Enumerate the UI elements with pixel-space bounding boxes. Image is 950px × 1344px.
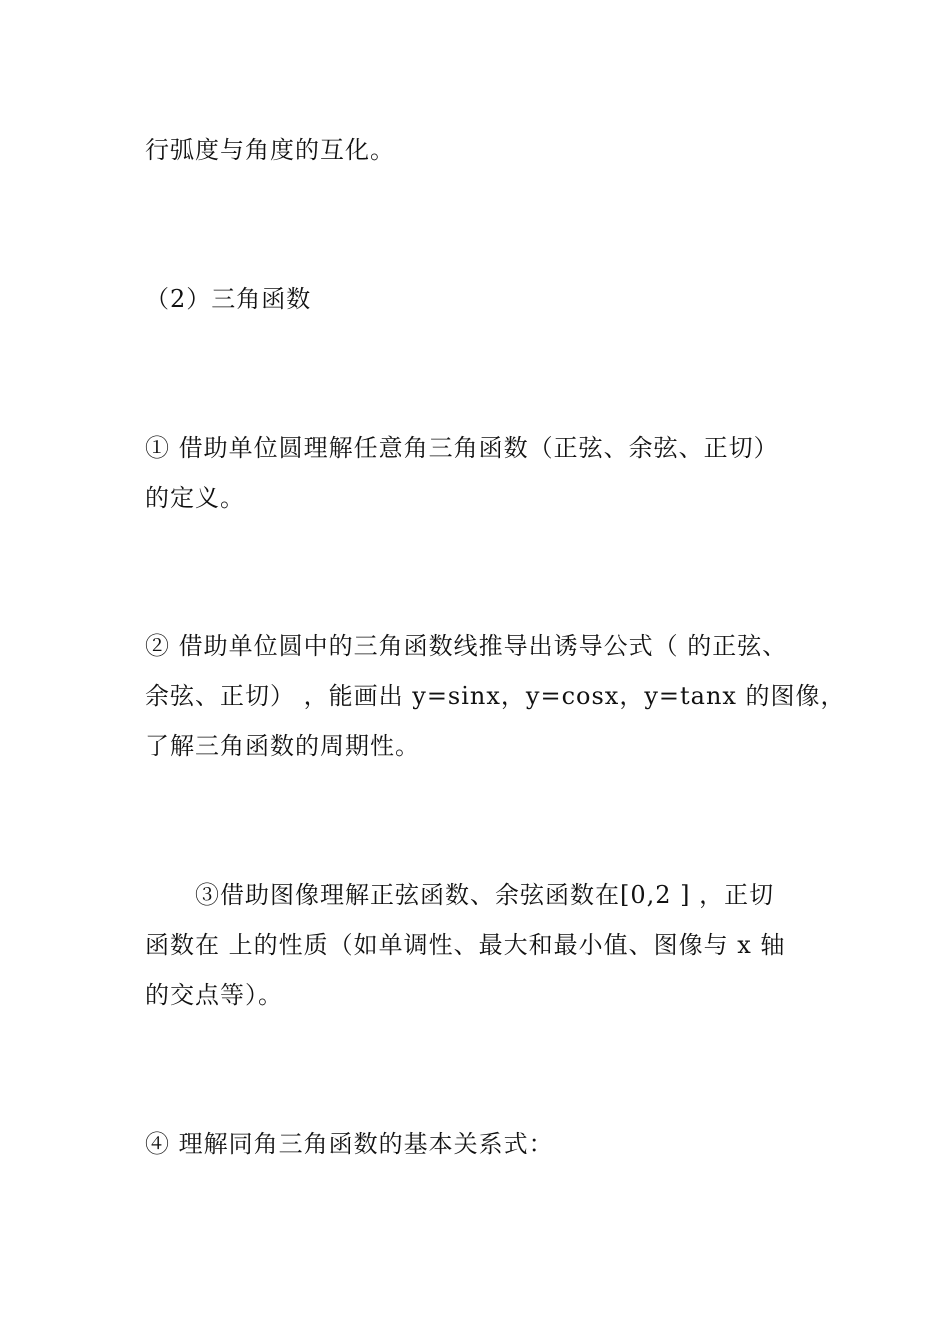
text-line-1: 行弧度与角度的互化。 (145, 136, 395, 164)
item-2-line-3: 了解三角函数的周期性。 (145, 732, 420, 760)
item-1-line-1: ① 借助单位圆理解任意角三角函数（正弦、余弦、正切） (145, 434, 779, 462)
item-1-line-2: 的定义。 (145, 484, 245, 512)
item-3-line-3: 的交点等）。 (145, 981, 283, 1009)
item-2-line-2: 余弦、正切） ，能画出 y=sinx，y=cosx，y=tanx 的图像， (145, 682, 846, 710)
section-heading: （2）三角函数 (145, 285, 312, 313)
item-3-line-2: 函数在 上的性质（如单调性、最大和最小值、图像与 x 轴 (145, 931, 786, 959)
item-2-line-1: ② 借助单位圆中的三角函数线推导出诱导公式（ 的正弦、 (145, 632, 788, 660)
item-3-line-1: ③借助图像理解正弦函数、余弦函数在[0,2 ] ，正切 (195, 881, 775, 909)
item-4-line-1: ④ 理解同角三角函数的基本关系式： (145, 1130, 554, 1158)
